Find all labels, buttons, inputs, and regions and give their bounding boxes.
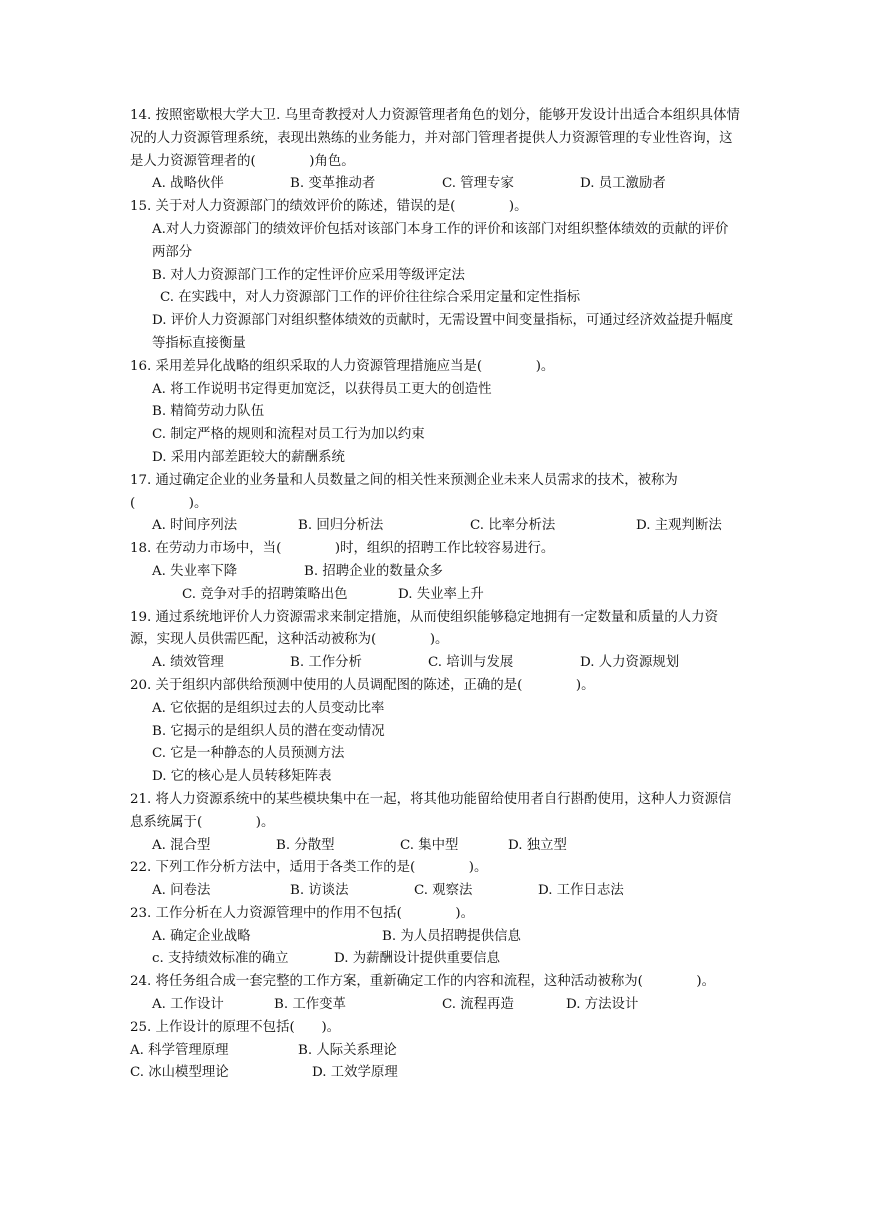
question-14-stem: 14. 按照密歇根大学大卫. 乌里奇教授对人力资源管理者角色的划分，能够开发设计出适合本组织具体情况的人力资源管理系统，表现出熟练的业务能力，并对部门管理者提供人力资源管理的专业性咨询，这是人力资源管理者的( )角色。	[130, 108, 740, 169]
question-20-stem: 20. 关于组织内部供给预测中使用的人员调配图的陈述，正确的是( )。	[130, 677, 595, 693]
question-20-option-b: B. 它揭示的是组织人员的潜在变动情况	[152, 723, 385, 739]
question-19-option-a: A. 绩效管理	[152, 655, 224, 671]
question-21-stem: 21. 将人力资源系统中的某些模块集中在一起，将其他功能留给使用者自行斟酌使用，这种人力资源信息系统属于( )。	[130, 791, 732, 830]
question-16-option-b: B. 精简劳动力队伍	[152, 404, 265, 420]
question-24-option-c: C. 流程再造	[442, 997, 514, 1013]
question-23-stem: 23. 工作分析在人力资源管理中的作用不包括( )。	[130, 905, 474, 921]
question-23-option-c: c. 支持绩效标准的确立	[152, 951, 289, 967]
question-18-stem: 18. 在劳动力市场中，当( )时，组织的招聘工作比较容易进行。	[130, 541, 555, 557]
question-20-option-c: C. 它是一种静态的人员预测方法	[152, 746, 345, 762]
question-15-option-b: B. 对人力资源部门工作的定性评价应采用等级评定法	[152, 267, 465, 283]
question-17-options	[130, 515, 740, 538]
question-22-option-c: C. 观察法	[414, 883, 473, 899]
question-list	[130, 105, 740, 1085]
question-23-option-a: A. 确定企业战略	[152, 928, 251, 944]
question-14-option-a: A. 战略伙伴	[152, 176, 224, 192]
question-18-option-d: D. 失业率上升	[398, 586, 484, 602]
question-15-option-a: A.对人力资源部门的绩效评价包括对该部门本身工作的评价和该部门对组织整体绩效的贡献的评价两部分	[152, 221, 729, 260]
question-20-option-a: A. 它依据的是组织过去的人员变动比率	[152, 700, 385, 716]
question-25-option-d: D. 工效学原理	[312, 1065, 398, 1081]
question-25-options-row2	[130, 1062, 740, 1085]
question-23-options-row1	[130, 926, 740, 949]
question-14-option-d: D. 员工激励者	[580, 176, 666, 192]
question-14-option-c: C. 管理专家	[442, 176, 514, 192]
question-23-option-b: B. 为人员招聘提供信息	[382, 928, 521, 944]
question-24-options	[130, 994, 740, 1017]
question-23-option-d: D. 为薪酬设计提供重要信息	[334, 951, 501, 967]
question-21-option-d: D. 独立型	[508, 837, 567, 853]
question-18-options-row2	[130, 584, 740, 607]
question-19-option-c: C. 培训与发展	[428, 655, 514, 671]
question-17-stem: 17. 通过确定企业的业务量和人员数量之间的相关性来预测企业未来人员需求的技术，被称为( )。	[130, 472, 678, 511]
question-19-options	[130, 652, 740, 675]
question-22-stem: 22. 下列工作分析方法中，适用于各类工作的是( )。	[130, 860, 488, 876]
question-17-option-d: D. 主观判断法	[636, 518, 722, 534]
question-20-option-d: D. 它的核心是人员转移矩阵表	[152, 769, 332, 785]
question-24-option-b: B. 工作变革	[274, 997, 346, 1013]
question-18-option-c: C. 竞争对手的招聘策略出色	[182, 586, 348, 602]
question-17-option-c: C. 比率分析法	[470, 518, 556, 534]
question-25-option-a: A. 科学管理原理	[130, 1042, 229, 1058]
question-22-options	[130, 880, 740, 903]
question-21-options	[130, 835, 740, 858]
question-16-stem: 16. 采用差异化战略的组织采取的人力资源管理措施应当是( )。	[130, 358, 555, 374]
question-15-option-c: C. 在实践中，对人力资源部门工作的评价往往综合采用定量和定性指标	[160, 290, 580, 306]
question-14-options	[130, 173, 740, 196]
question-16-option-d: D. 采用内部差距较大的薪酬系统	[152, 449, 345, 465]
question-19-option-d: D. 人力资源规划	[580, 655, 680, 671]
question-15-option-d: D. 评价人力资源部门对组织整体绩效的贡献时，无需设置中间变量指标，可通过经济效益提升幅度等指标直接衡量	[152, 313, 734, 351]
question-22-option-b: B. 访谈法	[290, 883, 349, 899]
question-16-option-a: A. 将工作说明书定得更加宽泛，以获得员工更大的创造性	[152, 381, 492, 397]
question-19-option-b: B. 工作分析	[290, 655, 362, 671]
question-14-option-b: B. 变革推动者	[290, 176, 376, 192]
question-25-option-c: C. 冰山模型理论	[130, 1065, 229, 1081]
question-18-option-b: B. 招聘企业的数量众多	[304, 563, 443, 579]
question-25-options-row1	[130, 1040, 740, 1063]
question-19-stem: 19. 通过系统地评价人力资源需求来制定措施，从而使组织能够稳定地拥有一定数量和质量的人力资源，实现人员供需匹配，这种活动被称为( )。	[130, 609, 718, 648]
question-21-option-b: B. 分散型	[276, 837, 335, 853]
question-22-option-a: A. 问卷法	[152, 883, 211, 899]
question-25-option-b: B. 人际关系理论	[298, 1042, 397, 1058]
question-24-option-a: A. 工作设计	[152, 997, 224, 1013]
question-21-option-c: C. 集中型	[400, 837, 459, 853]
question-17-option-a: A. 时间序列法	[152, 518, 238, 534]
question-24-option-d: D. 方法设计	[566, 997, 639, 1013]
question-15-stem: 15. 关于对人力资源部门的绩效评价的陈述，错误的是( )。	[130, 199, 528, 215]
question-23-options-row2	[130, 948, 740, 971]
question-18-option-a: A. 失业率下降	[152, 563, 238, 579]
question-17-option-b: B. 回归分析法	[298, 518, 384, 534]
question-16-option-c: C. 制定严格的规则和流程对员工行为加以约束	[152, 427, 425, 443]
question-24-stem: 24. 将任务组合成一套完整的工作方案，重新确定工作的内容和流程，这种活动被称为( )。	[130, 974, 716, 990]
question-18-options-row1	[130, 561, 740, 584]
question-21-option-a: A. 混合型	[152, 837, 211, 853]
question-22-option-d: D. 工作日志法	[538, 883, 624, 899]
question-25-stem: 25. 上作设计的原理不包括( )。	[130, 1019, 341, 1035]
